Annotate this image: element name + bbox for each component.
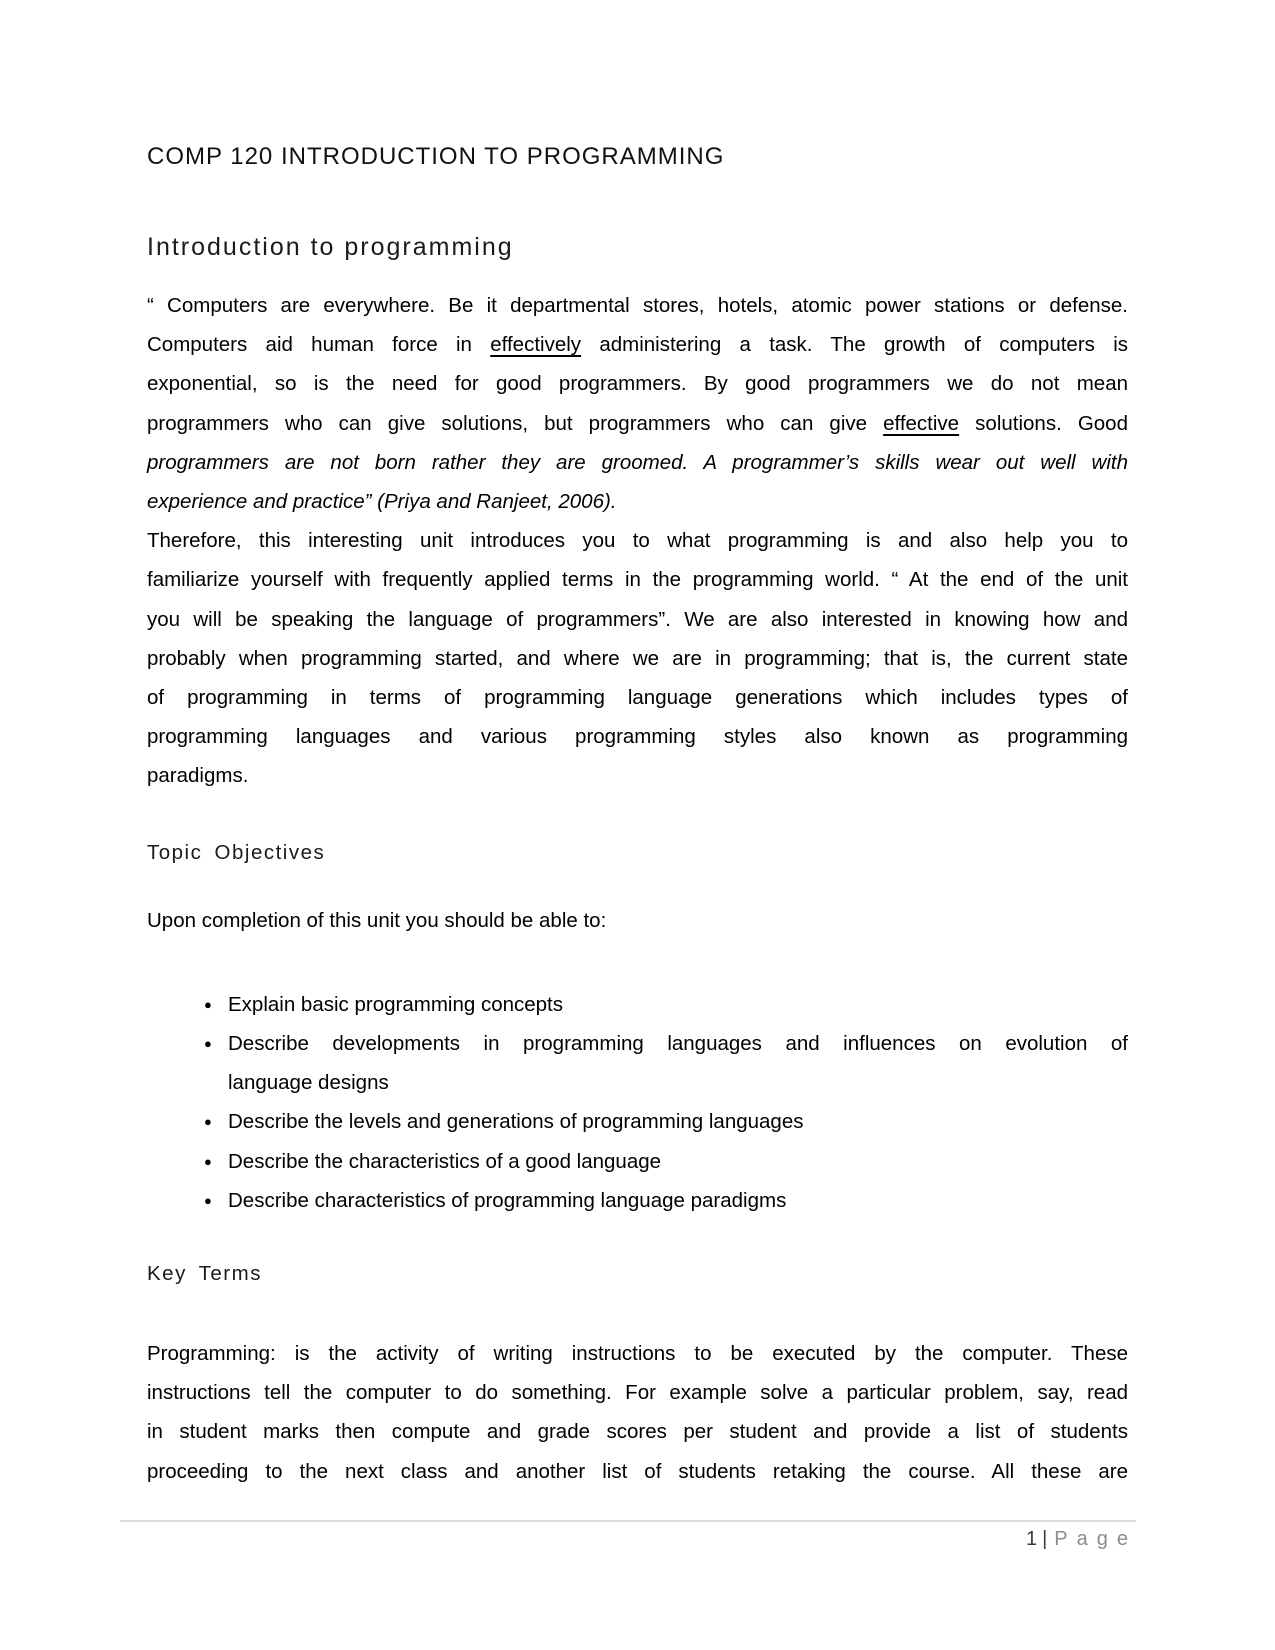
- text-line: [147, 678, 1128, 717]
- text-line: [147, 600, 1128, 639]
- text-segment: language designs: [228, 1071, 389, 1095]
- bullet-icon: ●: [204, 996, 212, 1012]
- text-line: [228, 1063, 1128, 1102]
- text-segment: paradigms.: [147, 764, 249, 788]
- text-segment: Computers aid human force in: [147, 333, 491, 357]
- text-line: [228, 1181, 1128, 1220]
- text-line: [147, 756, 1128, 795]
- text-line: [147, 717, 1128, 756]
- section-heading-key-terms: Key Terms: [147, 1262, 262, 1286]
- section-heading-topic-objectives: Topic Objectives: [147, 840, 326, 864]
- text-segment: Explain basic programming concepts: [228, 992, 563, 1016]
- text-segment: effective: [883, 411, 960, 435]
- page-number-label: [120, 1526, 1137, 1552]
- intro-paragraph-1: [147, 286, 1128, 521]
- objective-item: [147, 1102, 1128, 1141]
- bullet-icon: ●: [204, 1114, 212, 1130]
- objective-text: [228, 1024, 1128, 1102]
- text-segment: “ Computers are everywhere. Be it departmental stores, hotels, atomic power stations or defense.: [147, 294, 1128, 317]
- text-line: [147, 404, 1128, 443]
- text-line: [147, 1334, 1128, 1373]
- intro-paragraph-2: [147, 521, 1128, 795]
- text-line: [147, 560, 1128, 599]
- text-line: [228, 1142, 1128, 1181]
- text-segment: programming languages and various programming styles also known as programming: [147, 725, 1128, 749]
- text-line: [147, 482, 1128, 521]
- text-segment: Describe the characteristics of a good language: [228, 1149, 662, 1173]
- text-segment: Describe developments in programming languages and influences on evolution of: [228, 1032, 1128, 1056]
- text-line: [228, 1102, 1128, 1141]
- text-line: [228, 1024, 1128, 1063]
- objectives-list: [147, 985, 1128, 1220]
- text-line: [147, 364, 1128, 403]
- objective-item: [147, 1142, 1128, 1181]
- text-line: [147, 521, 1128, 560]
- text-segment: exponential, so is the need for good programmers. By good programmers we do not mean: [147, 372, 1128, 396]
- footer-divider: [120, 1520, 1136, 1522]
- text-segment: Programming: is the activity of writing instructions to be executed by the computer. These: [147, 1342, 1128, 1366]
- text-segment: Describe the levels and generations of programming languages: [228, 1110, 804, 1134]
- text-segment: probably when programming started, and where we are in programming; that is, the current state: [147, 646, 1128, 670]
- text-segment: you will be speaking the language of programmers”. We are also interested in knowing how and: [147, 607, 1128, 631]
- text-segment: Describe characteristics of programming language paradigms: [228, 1188, 787, 1212]
- text-segment: of programming in terms of programming language generations which includes types of: [147, 686, 1128, 710]
- objective-text: [228, 985, 1128, 1024]
- text-segment: instructions tell the computer to do something. For example solve a particular problem, say, read: [147, 1381, 1128, 1405]
- bullet-icon: ●: [204, 1036, 212, 1052]
- footer-page-word: Page: [1054, 1528, 1137, 1550]
- text-line: [147, 1373, 1128, 1412]
- text-segment: solutions. Good: [959, 411, 1128, 435]
- text-line: [228, 985, 1128, 1024]
- text-segment: in student marks then compute and grade scores per student and provide a list of students: [147, 1420, 1128, 1444]
- section-heading-introduction: Introduction to programming: [147, 233, 514, 261]
- text-segment: programmers are not born rather they are groomed. A programmer’s skills wear out well with: [147, 450, 1128, 474]
- text-line: [147, 1412, 1128, 1451]
- bullet-icon: ●: [204, 1192, 212, 1208]
- text-segment: experience and practice” (Priya and Ranjeet, 2006).: [147, 490, 617, 514]
- objectives-lead: Upon completion of this unit you should be able to:: [147, 908, 607, 932]
- bullet-icon: ●: [204, 1153, 212, 1169]
- text-line: [147, 325, 1128, 364]
- text-segment: effectively: [490, 333, 582, 357]
- objective-item: [147, 1024, 1128, 1102]
- footer-separator: |: [1042, 1528, 1048, 1550]
- text-line: [147, 443, 1128, 482]
- course-title: COMP 120 INTRODUCTION TO PROGRAMMING: [147, 143, 725, 170]
- objective-text: [228, 1142, 1128, 1181]
- objective-text: [228, 1102, 1128, 1141]
- objective-item: [147, 1181, 1128, 1220]
- text-segment: familiarize yourself with frequently applied terms in the programming world. “ At the end of the unit: [147, 568, 1128, 592]
- text-segment: proceeding to the next class and another list of students retaking the course. All these are: [147, 1459, 1128, 1483]
- text-segment: administering a task. The growth of computers is: [581, 333, 1128, 357]
- document-content: [147, 143, 1128, 1491]
- text-line: [147, 639, 1128, 678]
- text-line: [147, 1452, 1128, 1491]
- objective-item: [147, 985, 1128, 1024]
- text-segment: programmers who can give solutions, but programmers who can give: [147, 411, 884, 435]
- page-number: 1: [1025, 1528, 1038, 1550]
- objective-text: [228, 1181, 1128, 1220]
- text-line: [147, 286, 1128, 325]
- key-terms-paragraph: [147, 1334, 1128, 1491]
- text-segment: Therefore, this interesting unit introduces you to what programming is and also help you to: [147, 529, 1128, 553]
